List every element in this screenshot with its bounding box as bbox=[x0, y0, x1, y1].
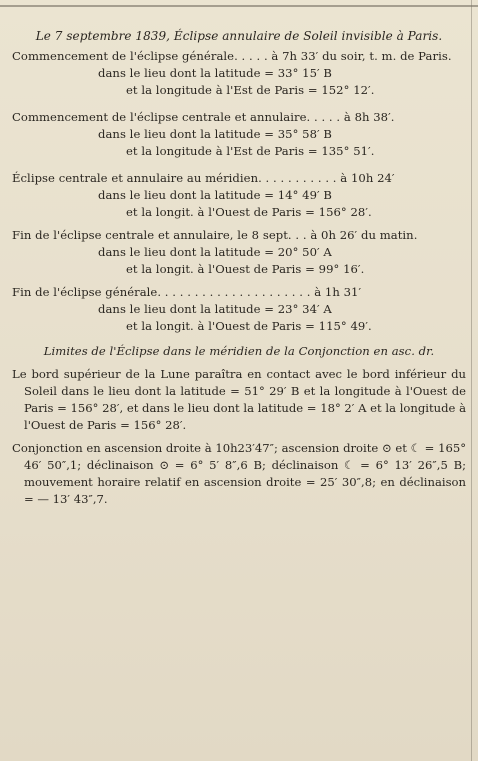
section-line: et la longitude à l'Est de Paris = 152° 12′. bbox=[126, 83, 375, 97]
page-title: Le 7 septembre 1839, Éclipse annulaire de Soleil invisible à Paris. bbox=[35, 29, 443, 43]
section-line: Fin de l'éclipse centrale et annulaire, le 8 sept. . . à 0h 26′ du matin. bbox=[12, 228, 418, 242]
section-line: et la longit. à l'Ouest de Paris = 156° 28′. bbox=[126, 205, 372, 219]
right-edge-rule bbox=[471, 0, 472, 761]
section-commencement-generale bbox=[12, 48, 466, 99]
section-fin-generale bbox=[12, 284, 466, 335]
section-line: et la longit. à l'Ouest de Paris = 99° 16′. bbox=[126, 262, 365, 276]
section-line: et la longitude à l'Est de Paris = 135° 51′. bbox=[126, 144, 375, 158]
section-line: dans le lieu dont la latitude = 20° 50′ A bbox=[98, 245, 332, 259]
top-rule bbox=[0, 5, 478, 7]
section-line: dans le lieu dont la latitude = 33° 15′ B bbox=[98, 66, 332, 80]
section-line: et la longit. à l'Ouest de Paris = 115° 49′. bbox=[126, 319, 372, 333]
section-line: dans le lieu dont la latitude = 23° 34′ A bbox=[98, 302, 332, 316]
section-line: Commencement de l'éclipse centrale et annulaire. . . . . à 8h 38′. bbox=[12, 110, 395, 124]
section-line: Éclipse centrale et annulaire au méridien. . . . . . . . . . . à 10h 24′ bbox=[12, 171, 395, 185]
section-line: dans le lieu dont la latitude = 35° 58′ B bbox=[98, 127, 332, 141]
section-commencement-centrale bbox=[12, 109, 466, 160]
section-line: Commencement de l'éclipse générale. . . . . à 7h 33′ du soir, t. m. de Paris. bbox=[12, 49, 452, 63]
conjunction-paragraph: Conjonction en ascension droite à 10h23′47″; ascension droite ⊙ et ☾ = 165° 46′ 50″,1; déclinaison ⊙ = 6° 5′ 8″,6 B; déclinaison ☾ = 6° 13′ 26″,5 B; mouvement horaire relatif en ascension droite = 25′ 30″,8; en déclinaison = — 13′ 43″,7. bbox=[12, 441, 466, 506]
limits-heading: Limites de l'Éclipse dans le méridien de la Conjonction en asc. dr. bbox=[43, 344, 435, 358]
section-line: dans le lieu dont la latitude = 14° 49′ B bbox=[98, 188, 332, 202]
limits-paragraph: Le bord supérieur de la Lune paraîtra en contact avec le bord inférieur du Soleil dans le lieu dont la latitude = 51° 29′ B et la longitude à l'Ouest de Paris = 156° 28′, et dans le lieu dont la latitude = 18° 2′ A et la longitude à l'Ouest de Paris = 156° 28′. bbox=[12, 367, 466, 432]
section-line: Fin de l'éclipse générale. . . . . . . . . . . . . . . . . . . . . à 1h 31′ bbox=[12, 285, 362, 299]
section-fin-centrale bbox=[12, 227, 466, 278]
section-meridien bbox=[12, 170, 466, 221]
